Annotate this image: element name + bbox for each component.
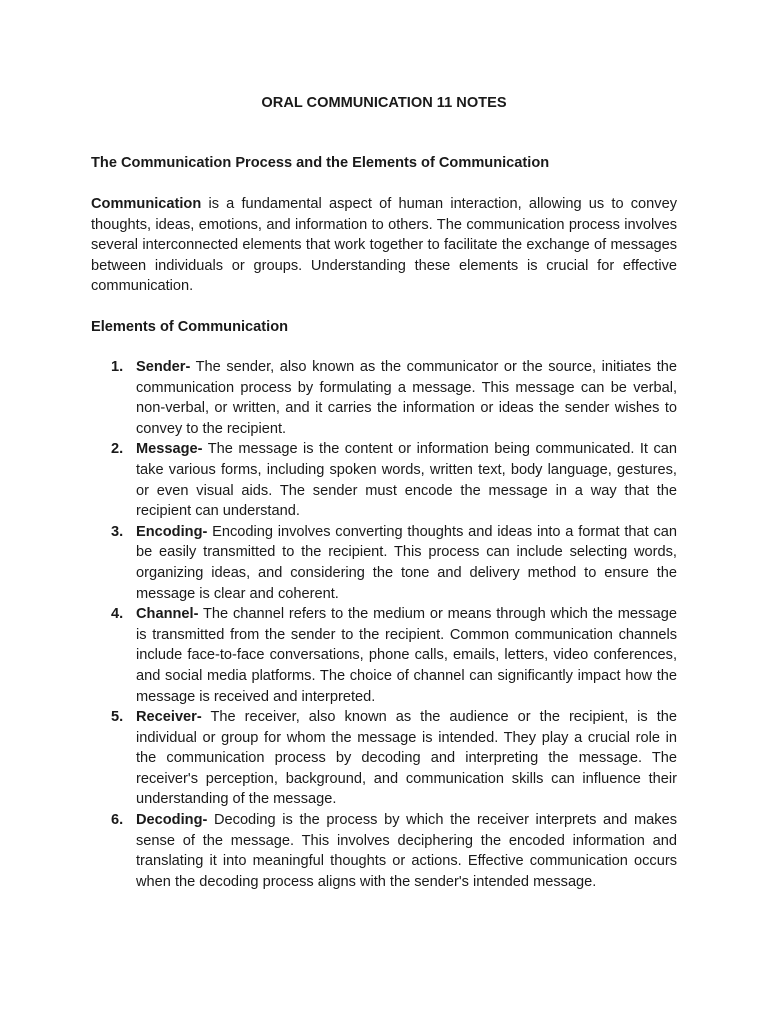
intro-term: Communication bbox=[91, 196, 202, 212]
list-number: 1. bbox=[111, 359, 124, 375]
element-description: The channel refers to the medium or means through which the message is transmitted from the sender to the recipient. Common communication channels include face-to-face conversations, phone calls, emails, letters, video conferences, and social media platforms. The choice of channel can significantly impact how the message is received and interpreted. bbox=[136, 606, 677, 705]
list-number: 3. bbox=[111, 523, 124, 540]
element-term: Channel- bbox=[136, 606, 199, 623]
element-term: Receiver- bbox=[136, 709, 202, 726]
intro-text: is a fundamental aspect of human interaction, allowing us to convey thoughts, ideas, emotions, and information to others. The communication process involves several interconnected elements that work together to facilitate the exchange of messages between individuals or groups. Understanding these elements is crucial for effective communication. bbox=[91, 196, 677, 295]
section-heading-elements: Elements of Communication bbox=[91, 319, 289, 335]
document-title: ORAL COMMUNICATION 11 NOTES bbox=[261, 95, 507, 111]
list-number: 4. bbox=[111, 606, 124, 623]
list-number: 6. bbox=[111, 812, 124, 829]
element-description: Encoding involves converting thoughts and ideas into a format that can be easily transmitted to the recipient. This process can include selecting words, organizing ideas, and considering the tone and delivery method to ensure the message is clear and coherent. bbox=[136, 523, 677, 602]
element-description: Decoding is the process by which the receiver interprets and makes sense of the message. This involves deciphering the encoded information and translating it into meaningful thoughts or actions. Effective communication occurs when the decoding process aligns with the sender's intended message. bbox=[136, 812, 677, 890]
list-number: 2. bbox=[111, 441, 124, 458]
element-term: Sender- bbox=[136, 359, 191, 375]
element-term: Decoding- bbox=[136, 812, 208, 829]
list-number: 5. bbox=[111, 709, 124, 726]
element-item-message bbox=[91, 439, 677, 521]
element-item-encoding bbox=[91, 522, 677, 604]
element-description: The sender, also known as the communicator or the source, initiates the communication process by formulating a message. This message can be verbal, non-verbal, or written, and it carries the information or ideas the sender wishes to convey to the recipient. bbox=[136, 359, 677, 437]
element-item-receiver bbox=[91, 707, 677, 810]
element-term: Message- bbox=[136, 441, 203, 458]
element-description: The message is the content or information being communicated. It can take various forms, including spoken words, written text, body language, gestures, or even visual aids. The sender must encode the message in a way that the recipient can understand. bbox=[136, 441, 677, 520]
element-item-sender bbox=[91, 357, 677, 439]
element-term: Encoding- bbox=[136, 523, 208, 540]
intro-paragraph bbox=[91, 194, 677, 297]
element-item-decoding bbox=[91, 810, 677, 892]
element-item-channel bbox=[91, 604, 677, 707]
element-description: The receiver, also known as the audience or the recipient, is the individual or group for whom the message is intended. They play a crucial role in the communication process by decoding and interpreting the message. The receiver's perception, background, and communication skills can influence their understanding of the message. bbox=[136, 709, 677, 808]
elements-list bbox=[91, 357, 677, 892]
section-heading-communication-process: The Communication Process and the Elements of Communication bbox=[91, 155, 550, 171]
